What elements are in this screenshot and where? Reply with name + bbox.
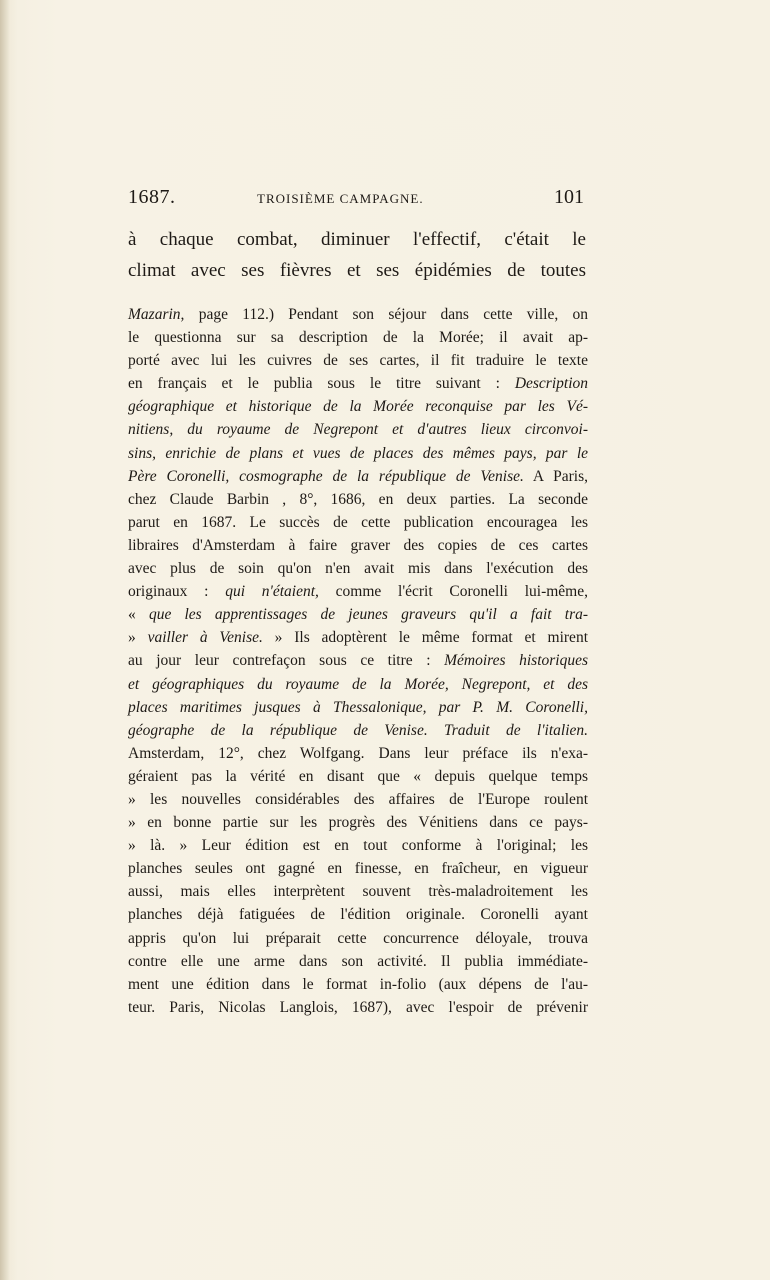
footnote-run: chez Claude Barbin , 8°, 1686, en deux parties. La seconde [128, 490, 588, 508]
footnote-line [128, 303, 588, 326]
footnote-run: teur. Paris, Nicolas Langlois, 1687), avec l'espoir de prévenir [128, 998, 588, 1016]
footnote-line [128, 719, 588, 742]
footnote-italic-run: places maritimes jusques à Thessalonique, par P. M. Coronelli, [128, 698, 588, 716]
main-text [128, 224, 586, 286]
footnote-run: appris qu'on lui préparait cette concurrence déloyale, trouva [128, 929, 588, 947]
footnote-italic-run: nitiens, du royaume de Negrepont et d'autres lieux circonvoi- [128, 421, 588, 439]
footnote-line [128, 511, 588, 534]
footnote-italic-run: géographe de la république de Venise. Traduit de l'italien. [128, 721, 588, 739]
footnote-italic-run: qui n'étaient, [225, 583, 319, 601]
footnote-text [128, 303, 588, 1019]
footnote-line [128, 788, 588, 811]
footnote-run: libraires d'Amsterdam à faire graver des copies de ces cartes [128, 536, 588, 554]
footnote-line [128, 857, 588, 880]
footnote-line [128, 418, 588, 441]
footnote-line [128, 880, 588, 903]
footnote-line [128, 465, 588, 488]
footnote-line [128, 811, 588, 834]
footnote-run: aussi, mais elles interprètent souvent très-maladroitement les [128, 883, 588, 901]
footnote-line [128, 626, 588, 649]
footnote-run: page 112.) Pendant son séjour dans cette ville, on [184, 306, 588, 323]
footnote-line [128, 442, 588, 465]
footnote-line [128, 557, 588, 580]
footnote-italic-run: Mémoires historiques [444, 652, 588, 670]
footnote-line [128, 534, 588, 557]
footnote-line [128, 996, 588, 1019]
running-header [128, 186, 584, 216]
footnote-line [128, 488, 588, 511]
footnote-italic-run: vailler à Venise. [147, 629, 263, 647]
footnote-run: » [128, 629, 148, 647]
footnote-line [128, 696, 588, 719]
footnote-line [128, 395, 588, 418]
footnote-line [128, 649, 588, 672]
footnote-run: au jour leur contrefaçon sous ce titre : [128, 652, 445, 670]
footnote-run: » Ils adoptèrent le même format et mirent [262, 629, 588, 647]
footnote-run: » là. » Leur édition est en tout conforme à l'original; les [128, 837, 588, 855]
footnote-run: A Paris, [523, 467, 588, 485]
footnote-line [128, 349, 588, 372]
footnote-line [128, 326, 588, 349]
footnote-run: parut en 1687. Le succès de cette publication encouragea les [128, 513, 588, 531]
footnote-run: avec plus de soin qu'on n'en avait mis dans l'exécution des [128, 560, 588, 578]
header-title: TROISIÈME CAMPAGNE. [257, 191, 424, 206]
page-number: 101 [554, 186, 584, 208]
footnote-run: Amsterdam, 12°, chez Wolfgang. Dans leur préface ils n'exa- [128, 744, 588, 762]
footnote-line [128, 973, 588, 996]
footnote-run: le questionna sur sa description de la Morée; il avait ap- [128, 329, 588, 347]
footnote-line [128, 927, 588, 950]
footnote-run: planches déjà fatiguées de l'édition originale. Coronelli ayant [128, 906, 588, 924]
footnote-run: porté avec lui les cuivres de ses cartes, il fit traduire le texte [128, 352, 588, 370]
footnote-italic-run: Père Coronelli, cosmographe de la république de Venise. [128, 467, 524, 485]
footnote-line [128, 903, 588, 926]
footnote-line [128, 603, 588, 626]
footnote-run: » les nouvelles considérables des affaires de l'Europe roulent [128, 790, 588, 808]
footnote-italic-run: géographique et historique de la Morée reconquise par les Vé- [128, 398, 588, 416]
footnote-italic-run: que les apprentissages de jeunes graveurs qu'il a fait tra- [148, 606, 589, 624]
footnote-run: planches seules ont gagné en finesse, en fraîcheur, en vigueur [128, 860, 588, 878]
footnote-italic-run: sins, enrichie de plans et vues de places des mêmes pays, par le [128, 444, 588, 462]
footnote-run: en français et le publia sous le titre suivant : [128, 375, 515, 393]
footnote-italic-run: Description [514, 375, 588, 393]
footnote-run: « [128, 606, 149, 624]
footnote-run: ment une édition dans le format in-folio (aux dépens de l'au- [128, 975, 588, 993]
footnote-line [128, 580, 588, 603]
page-spine-shadow [0, 0, 10, 1280]
footnote-run: originaux : [128, 583, 226, 601]
footnote-run: géraient pas la vérité en disant que « depuis quelque temps [128, 767, 588, 785]
footnote-run: contre elle une arme dans son activité. Il publia immédiate- [128, 952, 588, 970]
footnote-italic-run: et géographiques du royaume de la Morée, Negrepont, et des [128, 675, 588, 693]
footnote-line [128, 950, 588, 973]
footnote-run: » en bonne partie sur les progrès des Vénitiens dans ce pays- [128, 814, 588, 832]
footnote-run: comme l'écrit Coronelli lui-même, [318, 583, 588, 601]
footnote-line [128, 372, 588, 395]
footnote-line [128, 673, 588, 696]
main-text-line: climat avec ses fièvres et ses épidémies de toutes [128, 260, 586, 281]
header-year: 1687. [128, 186, 176, 208]
footnote-line [128, 742, 588, 765]
main-text-line: à chaque combat, diminuer l'effectif, c'était le [128, 229, 586, 250]
footnote-line [128, 765, 588, 788]
footnote-italic-run: Mazarin, [128, 306, 185, 323]
footnote-line [128, 834, 588, 857]
